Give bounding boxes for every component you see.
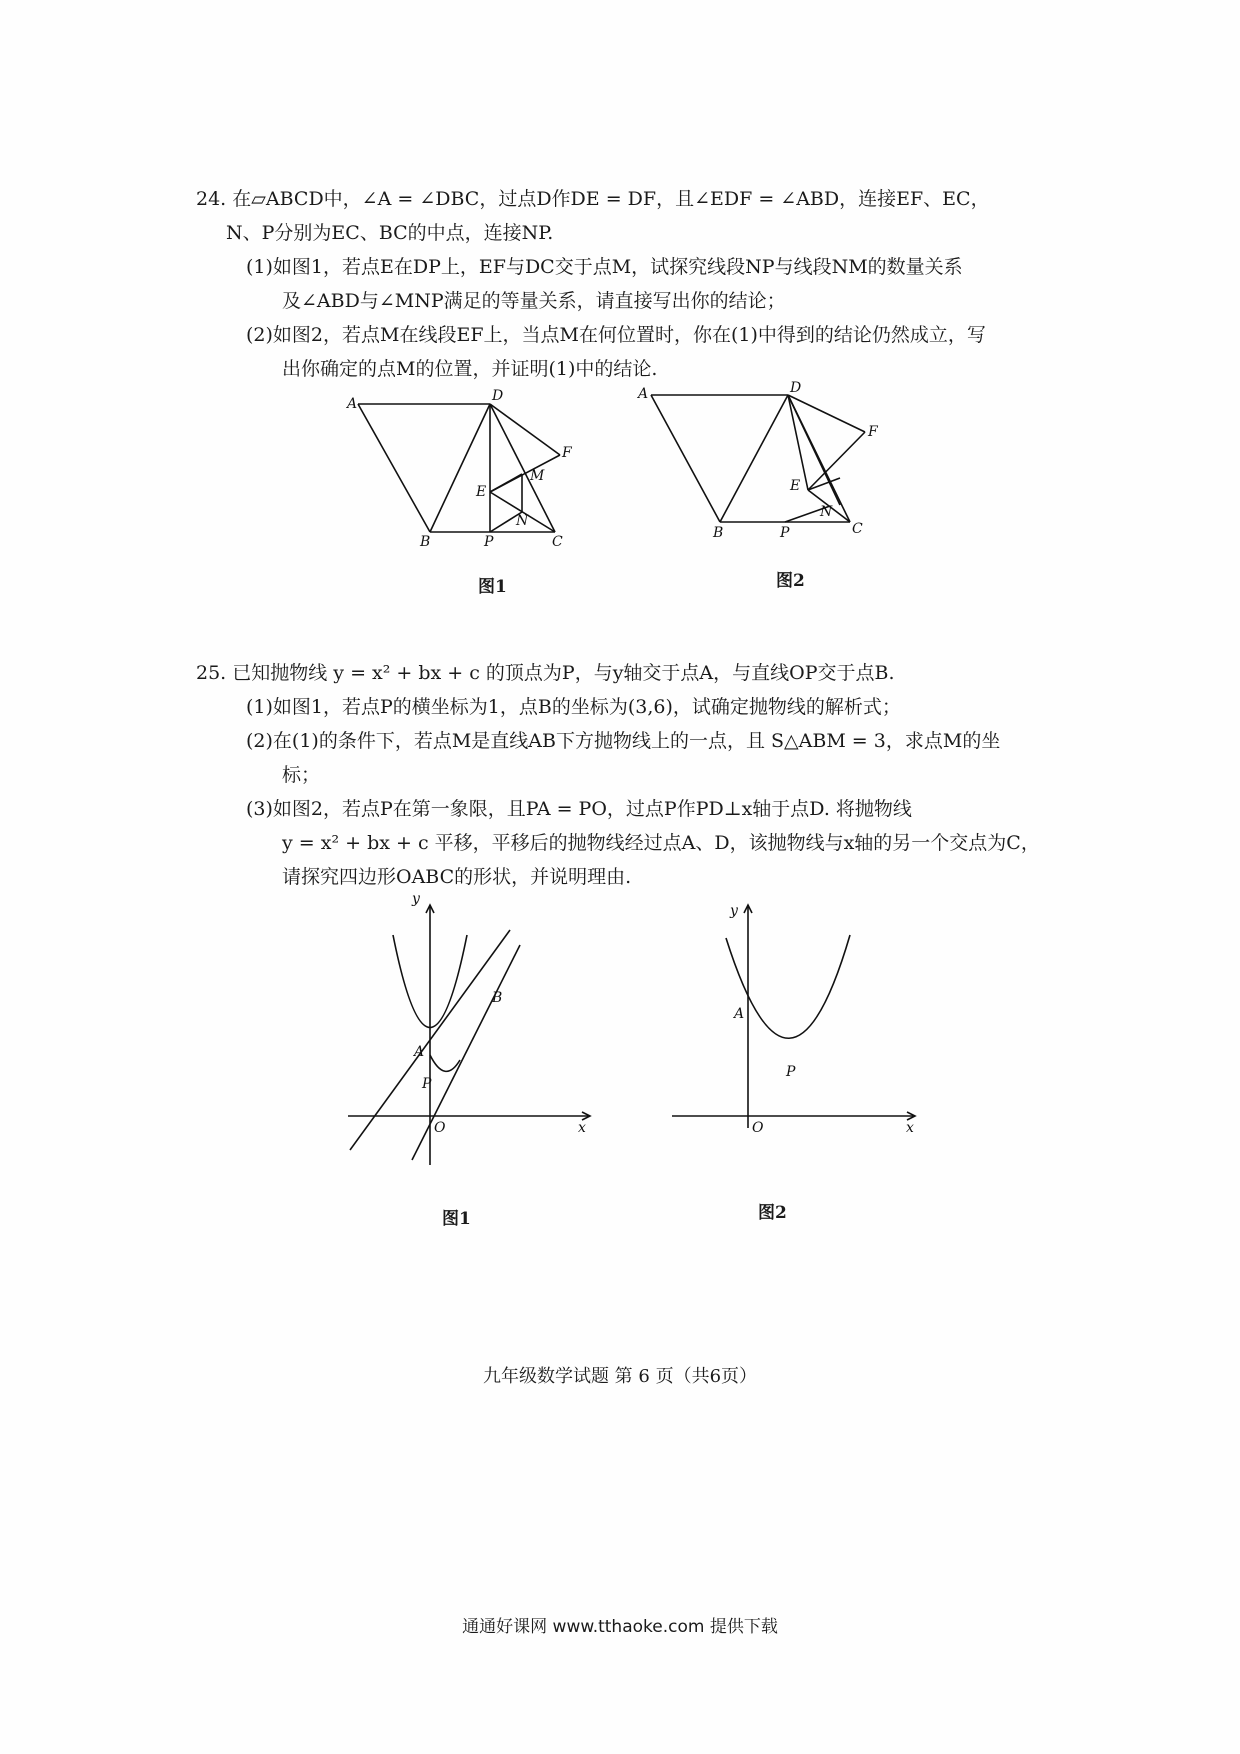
label-y: y xyxy=(412,891,420,907)
q24-line2: N、P分别为EC、BC的中点，连接NP. xyxy=(226,222,554,244)
label-B3: B xyxy=(492,990,503,1006)
label-C: C xyxy=(552,534,563,550)
label-N2: N xyxy=(820,504,833,520)
label-P2: P xyxy=(780,525,790,541)
label-F: F xyxy=(562,445,572,461)
label-x2: x xyxy=(906,1120,914,1136)
q24-part1-line2: 及∠ABD与∠MNP满足的等量关系，请直接写出你的结论； xyxy=(282,290,786,312)
q24-part2-line1: (2)如图2，若点M在线段EF上，当点M在何位置时，你在(1)中得到的结论仍然成立，写 xyxy=(246,324,986,346)
q25-part2-line1: (2)在(1)的条件下，若点M是直线AB下方抛物线上的一点，且 S△ABM = 3，求点M的坐 xyxy=(246,730,1001,752)
label-A2: A xyxy=(638,386,649,402)
q25-line1: 25. 已知抛物线 y = x² + bx + c 的顶点为P，与y轴交于点A，与直线OP交于点B. xyxy=(196,662,895,684)
q25-fig2-caption: 图2 xyxy=(758,1203,787,1223)
label-A3: A xyxy=(414,1044,425,1060)
label-M: M xyxy=(530,468,545,484)
q24-line1: 24. 在▱ABCD中，∠A = ∠DBC，过点D作DE = DF，且∠EDF = ∠ABD，连接EF、EC， xyxy=(196,188,990,210)
label-y2: y xyxy=(730,903,738,919)
q25-part3-line3: 请探究四边形OABC的形状，并说明理由. xyxy=(282,866,632,888)
label-B: B xyxy=(420,534,431,550)
label-x: x xyxy=(578,1120,586,1136)
q25-part2-line2: 标； xyxy=(282,764,321,786)
q24-part2-line2: 出你确定的点M的位置，并证明(1)中的结论. xyxy=(282,358,658,380)
page-footer: 九年级数学试题 第 6 页（共6页） xyxy=(482,1366,758,1387)
label-B2: B xyxy=(713,525,724,541)
download-note: 通通好课网 www.tthaoke.com 提供下载 xyxy=(462,1617,778,1637)
label-E2: E xyxy=(790,478,801,494)
label-P: P xyxy=(484,534,494,550)
label-A: A xyxy=(347,396,358,412)
q25-part3-line1: (3)如图2，若点P在第一象限，且PA = PO，过点P作PD⊥x轴于点D. 将抛物线 xyxy=(246,798,912,820)
label-D2: D xyxy=(790,380,802,396)
q24-part1-line1: (1)如图1，若点E在DP上，EF与DC交于点M，试探究线段NP与线段NM的数量关系 xyxy=(246,256,963,278)
label-P3: P xyxy=(422,1076,432,1092)
label-O2: O xyxy=(752,1120,764,1136)
label-N: N xyxy=(516,513,529,529)
label-F2: F xyxy=(868,424,878,440)
label-A4: A xyxy=(734,1006,745,1022)
q24-fig1-caption: 图1 xyxy=(478,577,507,597)
label-O: O xyxy=(434,1120,446,1136)
q25-part1: (1)如图1，若点P的横坐标为1，点B的坐标为(3,6)，试确定抛物线的解析式； xyxy=(246,696,901,718)
label-E: E xyxy=(476,484,487,500)
label-D: D xyxy=(492,388,504,404)
q25-part3-line2: y = x² + bx + c 平移，平移后的抛物线经过点A、D，该抛物线与x轴的另一个交点为C， xyxy=(282,832,1040,854)
q24-fig2-caption: 图2 xyxy=(776,571,805,591)
label-P4: P xyxy=(786,1064,796,1080)
q25-fig1-caption: 图1 xyxy=(442,1209,471,1229)
label-C2: C xyxy=(852,521,863,537)
